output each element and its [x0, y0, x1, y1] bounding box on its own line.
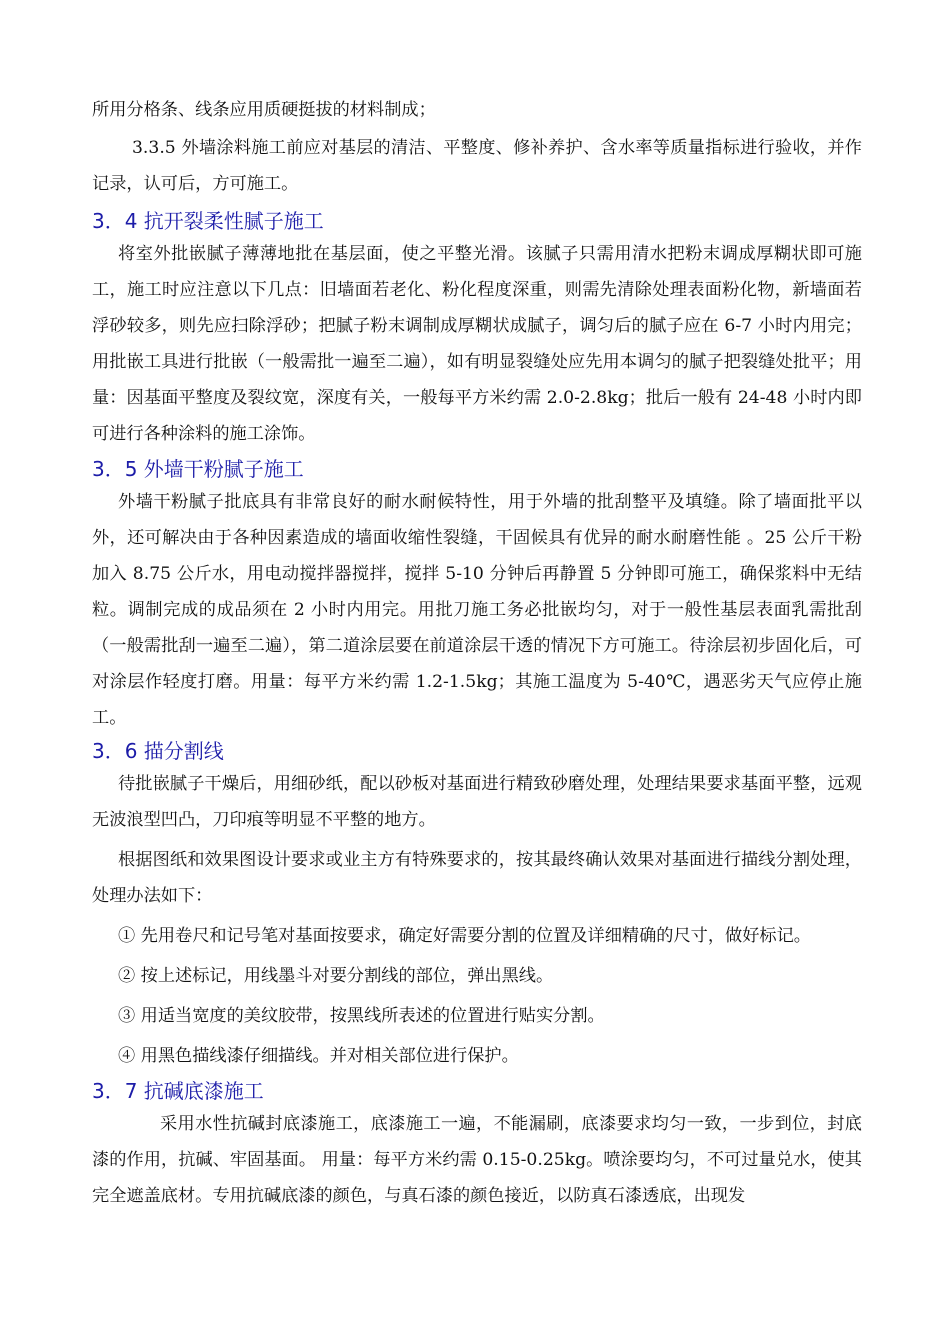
document-body: [92, 92, 862, 1214]
section-body-3-6-a: 待批嵌腻子干燥后，用细砂纸，配以砂板对基面进行精致砂磨处理，处理结果要求基面平整，远观无波浪型凹凸，刀印痕等明显不平整的地方。: [92, 774, 862, 830]
section-body-3-5: 外墙干粉腻子批底具有非常良好的耐水耐候特性，用于外墙的批刮整平及填缝。除了墙面批平以外，还可解决由于各种因素造成的墙面收缩性裂缝，干固候具有优异的耐水耐磨性能 。25 公斤干粉加入 8.75 公斤水，用电动搅拌器搅拌，搅拌 5-10 分钟后再静置 5 分钟即可施工，确保浆料中无结粒。调制完成的成品须在 2 小时内用完。用批刀施工务必批嵌均匀，对于一般性基层表面乳需批刮（一般需批刮一遍至二遍），第二道涂层要在前道涂层干透的情况下方可施工。待涂层初步固化后，可对涂层作轻度打磨。用量：每平方米约需 1.2-1.5kg；其施工温度为 5-40℃，遇恶劣天气应停止施工。: [92, 492, 862, 728]
section-heading-3-7: 3．7 抗碱底漆施工: [92, 1079, 264, 1103]
section-heading-3-6: 3．6 描分割线: [92, 739, 224, 763]
section-heading-3-5: 3．5 外墙干粉腻子施工: [92, 457, 304, 481]
list-item: ② 按上述标记，用线墨斗对要分割线的部位，弹出黑线。: [118, 966, 554, 986]
section-body-3-6-b: 根据图纸和效果图设计要求或业主方有特殊要求的，按其最终确认效果对基面进行描线分割处理，处理办法如下：: [92, 850, 862, 906]
list-item: ④ 用黑色描线漆仔细描线。并对相关部位进行保护。: [118, 1046, 519, 1066]
section-body-3-4: 将室外批嵌腻子薄薄地批在基层面，使之平整光滑。该腻子只需用清水把粉末调成厚糊状即可施工，施工时应注意以下几点：旧墙面若老化、粉化程度深重，则需先清除处理表面粉化物，新墙面若浮砂较多，则先应扫除浮砂；把腻子粉末调制成厚糊状成腻子，调匀后的腻子应在 6-7 小时内用完；用批嵌工具进行批嵌（一般需批一遍至二遍），如有明显裂缝处应先用本调匀的腻子把裂缝处批平；用量：因基面平整度及裂纹宽，深度有关，一般每平方米约需 2.0-2.8kg；批后一般有 24-48 小时内即可进行各种涂料的施工涂饰。: [92, 244, 862, 444]
section-body-3-7: 采用水性抗碱封底漆施工，底漆施工一遍，不能漏刷，底漆要求均匀一致，一步到位，封底漆的作用，抗碱、牢固基面。 用量：每平方米约需 0.15-0.25kg。喷涂要均匀，不可过量兑水，使其完全遮盖底材。专用抗碱底漆的颜色，与真石漆的颜色接近，以防真石漆透底，出现发: [92, 1114, 862, 1206]
section-heading-3-4: 3．4 抗开裂柔性腻子施工: [92, 209, 324, 233]
paragraph-divider-materials: 所用分格条、线条应用质硬挺拔的材料制成；: [92, 100, 436, 120]
list-item: ③ 用适当宽度的美纹胶带，按黑线所表述的位置进行贴实分割。: [118, 1006, 605, 1026]
paragraph-3-3-5: 3.3.5 外墙涂料施工前应对基层的清洁、平整度、修补养护、含水率等质量指标进行验收，并作记录，认可后，方可施工。: [92, 138, 862, 194]
list-item: ① 先用卷尺和记号笔对基面按要求，确定好需要分割的位置及详细精确的尺寸，做好标记。: [118, 926, 811, 946]
